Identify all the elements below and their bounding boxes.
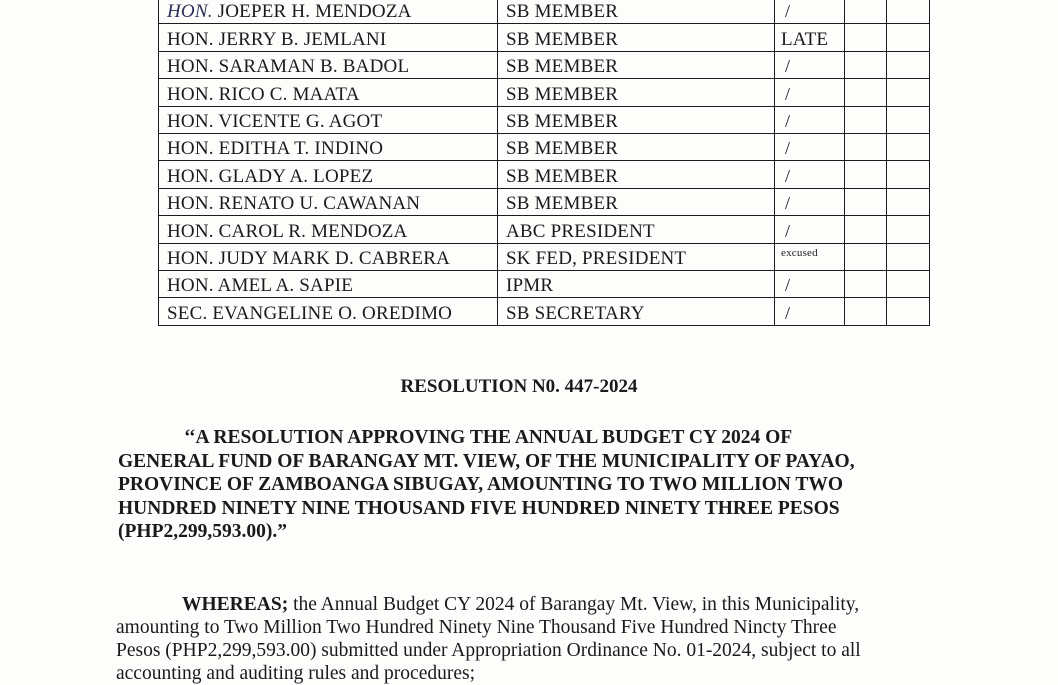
empty-cell [887,243,930,270]
empty-cell [845,79,887,106]
attendance-status-cell [775,106,845,133]
attendance-status-cell [775,51,845,78]
attendance-status-cell [775,0,845,24]
member-name-cell [159,216,498,243]
member-name-cell [159,270,498,297]
attendance-status: / [785,56,791,77]
member-position: SB SECRETARY [498,298,775,325]
empty-cell [887,188,930,215]
empty-cell [845,0,887,24]
empty-cell [887,298,930,325]
member-name-cell [159,79,498,106]
empty-cell [887,79,930,106]
attendance-row [159,161,930,188]
empty-cell [845,270,887,297]
attendance-row [159,243,930,270]
member-name: HON. SARAMAN B. BADOL [167,56,410,78]
whereas-clause [116,593,946,685]
attendance-status-cell [775,270,845,297]
member-name-cell [159,243,498,270]
member-name-cell [159,106,498,133]
attendance-status: / [785,138,791,159]
empty-cell [887,0,930,24]
member-name-cell [159,188,498,215]
whereas-line: Pesos (PHP2,299,593.00) submitted under Appropriation Ordinance No. 01-2024, subject to all [116,640,861,661]
member-position: SB MEMBER [498,188,775,215]
whereas-line [116,593,946,616]
member-name-cell [159,24,498,51]
member-name-cell [159,0,498,24]
member-title-prefix: HON. [167,1,213,23]
member-position: SB MEMBER [498,161,775,188]
attendance-status-cell [775,216,845,243]
attendance-status-cell [775,24,845,51]
member-name: HON. EDITHA T. INDINO [167,138,384,160]
empty-cell [887,133,930,160]
attendance-status: excused [781,246,818,259]
member-position: ABC PRESIDENT [498,216,775,243]
resolution-title-line: HUNDRED NINETY NINE THOUSAND FIVE HUNDRED NINETY THREE PESOS [118,497,840,519]
empty-cell [845,161,887,188]
attendance-row [159,270,930,297]
empty-cell [845,188,887,215]
empty-cell [887,270,930,297]
empty-cell [845,51,887,78]
attendance-status-cell [775,188,845,215]
resolution-title-line: ‘‘A RESOLUTION APPROVING THE ANNUAL BUDGET CY 2024 OF [184,427,793,448]
empty-cell [845,133,887,160]
attendance-table [158,0,930,326]
whereas-text: the Annual Budget CY 2024 of Barangay Mt. View, in this Municipality, [288,594,860,615]
attendance-row [159,298,930,325]
attendance-row [159,51,930,78]
member-name: HON. RICO C. MAATA [167,83,360,105]
member-position: SK FED, PRESIDENT [498,243,775,270]
member-name-cell [159,298,498,325]
member-name: HON. VICENTE G. AGOT [167,110,383,132]
empty-cell [887,24,930,51]
member-position: SB MEMBER [498,133,775,160]
whereas-lead: WHEREAS; [182,594,289,615]
resolution-number: RESOLUTION N0. 447-2024 [400,376,638,397]
attendance-status-cell [775,79,845,106]
whereas-line: accounting and auditing rules and procedures; [116,663,476,684]
empty-cell [887,51,930,78]
attendance-status: / [785,302,791,323]
attendance-status: / [785,110,791,131]
member-name: HON. RENATO U. CAWANAN [167,193,421,215]
attendance-row [159,188,930,215]
attendance-status: / [785,220,791,241]
empty-cell [845,216,887,243]
resolution-title [118,426,948,544]
attendance-status: / [785,275,791,296]
member-position: SB MEMBER [498,24,775,51]
empty-cell [887,161,930,188]
attendance-row [159,133,930,160]
member-name: HON. CAROL R. MENDOZA [167,220,408,242]
member-name: HON. GLADY A. LOPEZ [167,165,374,187]
member-name: HON. JUDY MARK D. CABRERA [167,247,450,269]
empty-cell [845,24,887,51]
member-name: JOEPER H. MENDOZA [212,1,412,23]
member-name: HON. JERRY B. JEMLANI [167,28,387,50]
attendance-status: / [785,83,791,104]
empty-cell [887,106,930,133]
attendance-row [159,24,930,51]
resolution-title-line: (PHP2,299,593.00).” [118,521,287,542]
member-position: SB MEMBER [498,79,775,106]
member-position: SB MEMBER [498,51,775,78]
attendance-status-cell [775,243,845,270]
empty-cell [845,243,887,270]
member-name-cell [159,51,498,78]
resolution-title-line: GENERAL FUND OF BARANGAY MT. VIEW, OF THE MUNICIPALITY OF PAYAO, [118,450,855,472]
member-position: SB MEMBER [498,106,775,133]
attendance-row [159,216,930,243]
empty-cell [845,106,887,133]
attendance-row [159,106,930,133]
attendance-row [159,79,930,106]
attendance-status: / [785,193,791,214]
member-name-cell [159,133,498,160]
attendance-row [159,0,930,24]
attendance-status-cell [775,161,845,188]
attendance-status: LATE [781,28,829,50]
member-position: IPMR [498,270,775,297]
member-name-cell [159,161,498,188]
member-name: SEC. EVANGELINE O. OREDIMO [167,302,453,324]
attendance-status: / [785,1,791,22]
attendance-status-cell [775,298,845,325]
member-position: SB MEMBER [498,0,775,24]
empty-cell [845,298,887,325]
attendance-status: / [785,165,791,186]
member-name: HON. AMEL A. SAPIE [167,275,354,297]
whereas-line: amounting to Two Million Two Hundred Ninety Nine Thousand Five Hundred Nincty Three [116,617,837,638]
attendance-table-body [159,0,930,325]
resolution-title-line: PROVINCE OF ZAMBOANGA SIBUGAY, AMOUNTING TO TWO MILLION TWO [118,474,844,495]
empty-cell [887,216,930,243]
attendance-status-cell [775,133,845,160]
